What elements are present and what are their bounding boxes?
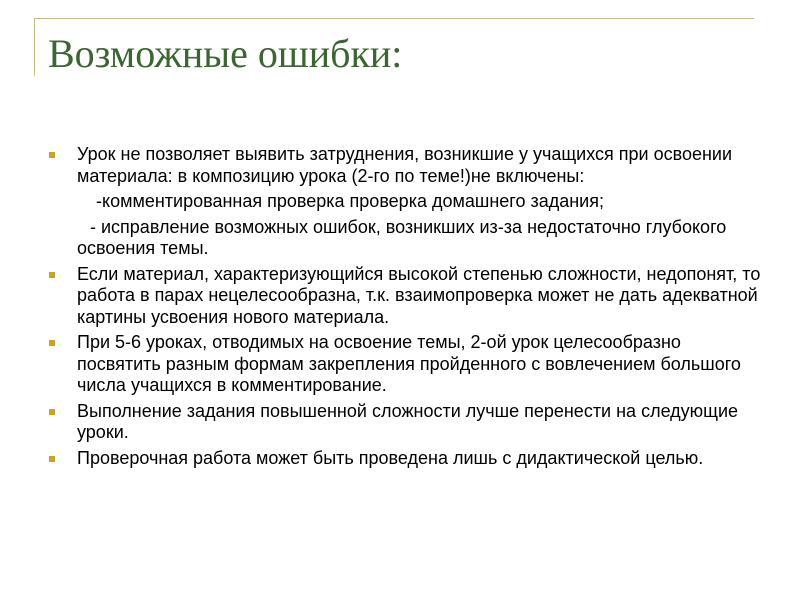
bullet-text: Урок не позволяет выявить затруднения, возникшие у учащихся при освоении материала: в композицию урока (2-го по теме!)не включены:: [77, 144, 733, 186]
bullet-text: Выполнение задания повышенной сложности лучше перенести на следующие уроки.: [77, 400, 739, 442]
bullet-text: Проверочная работа может быть проведена лишь с дидактической целью.: [77, 447, 704, 468]
square-bullet-icon: [49, 409, 55, 415]
frame-left-line: [34, 18, 35, 76]
square-bullet-icon: [49, 272, 55, 278]
bullet-subline: - исправление возможных ошибок, возникших из-за недостаточно глубокого освоения темы.: [77, 216, 727, 258]
bullet-item-3: [48, 332, 768, 397]
bullet-list: [48, 144, 768, 473]
bullet-item-5: [48, 448, 768, 470]
bullet-text: Если материал, характеризующийся высокой степенью сложности, недопонят, то работа в парах нецелесообразна, т.к. взаимопроверка может не дать адекватной картины усвоения нового материала.: [77, 263, 761, 327]
frame-top-line: [34, 18, 754, 19]
slide-title: Возможные ошибки:: [48, 31, 403, 76]
bullet-text: При 5-6 уроках, отводимых на освоение темы, 2-ой урок целесообразно посвятить разным формам закрепления пройденного с вовлечением большого числа учащихся в комментирование.: [77, 332, 741, 395]
square-bullet-icon: [49, 456, 55, 462]
bullet-item-2: [48, 264, 768, 329]
square-bullet-icon: [49, 152, 55, 158]
bullet-subline: -комментированная проверка проверка домашнего задания;: [96, 191, 604, 211]
bullet-item-4: [48, 401, 768, 444]
bullet-item-1: [48, 144, 768, 260]
square-bullet-icon: [49, 340, 55, 346]
